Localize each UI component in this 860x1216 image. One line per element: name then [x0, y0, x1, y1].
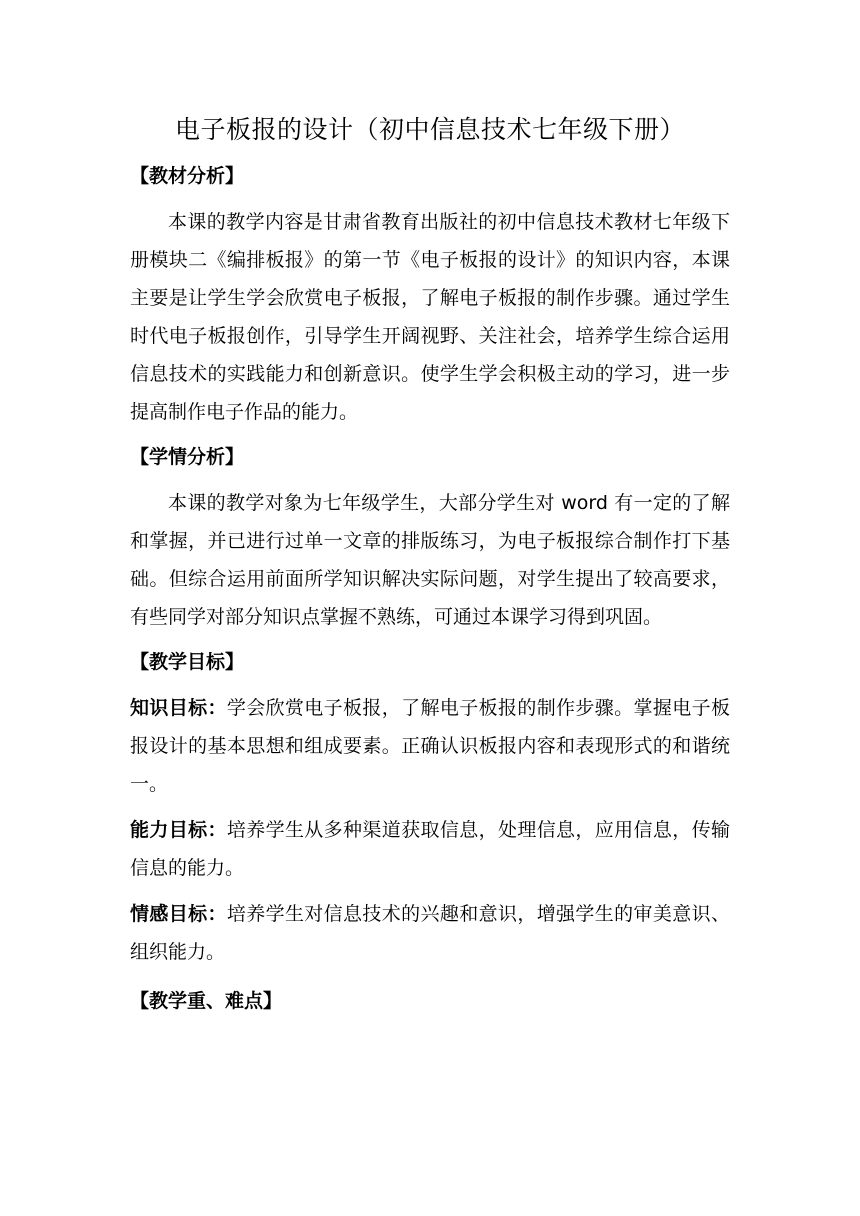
document-body: [130, 110, 730, 1023]
section-heading-learners: 【学情分析】: [130, 446, 245, 468]
goal-knowledge-label: 知识目标：: [130, 697, 227, 719]
goal-emotion-text: 培养学生对信息技术的兴趣和意识，增强学生的审美意识、组织能力。: [130, 903, 730, 963]
goal-knowledge: [130, 689, 730, 803]
section-materials-analysis: [130, 154, 730, 431]
section-heading-key-points: 【教学重、难点】: [130, 990, 283, 1012]
goal-emotion: [130, 895, 730, 971]
learners-paragraph: 本课的教学对象为七年级学生，大部分学生对 word 有一定的了解和掌握，并已进行过单一文章的排版练习，为电子板报综合制作打下基础。但综合运用前面所学知识解决实际问题，对学生提出了较高要求，有些同学对部分知识点掌握不熟练，可通过本课学习得到巩固。: [130, 492, 730, 628]
section-heading-goals: 【教学目标】: [130, 651, 245, 673]
goal-ability: [130, 811, 730, 887]
goal-ability-text: 培养学生从多种渠道获取信息，处理信息，应用信息，传输信息的能力。: [130, 819, 730, 879]
goal-ability-label: 能力目标：: [130, 819, 227, 841]
section-learner-analysis: [130, 435, 730, 636]
document-title: 电子板报的设计（初中信息技术七年级下册）: [174, 115, 685, 144]
materials-paragraph: 本课的教学内容是甘肃省教育出版社的初中信息技术教材七年级下册模块二《编排板报》的第一节《电子板报的设计》的知识内容，本课主要是让学生学会欣赏电子板报，了解电子板报的制作步骤。通过学生时代电子板报创作，引导学生开阔视野、关注社会，培养学生综合运用信息技术的实践能力和创新意识。使学生学会积极主动的学习，进一步提高制作电子作品的能力。: [130, 211, 730, 423]
section-heading-materials: 【教材分析】: [130, 165, 245, 187]
section-teaching-goals: [130, 640, 730, 971]
goal-emotion-label: 情感目标：: [130, 903, 227, 925]
section-key-points: [130, 979, 730, 1023]
goal-knowledge-text: 学会欣赏电子板报，了解电子板报的制作步骤。掌握电子板报设计的基本思想和组成要素。正确认识板报内容和表现形式的和谐统一。: [130, 697, 730, 795]
